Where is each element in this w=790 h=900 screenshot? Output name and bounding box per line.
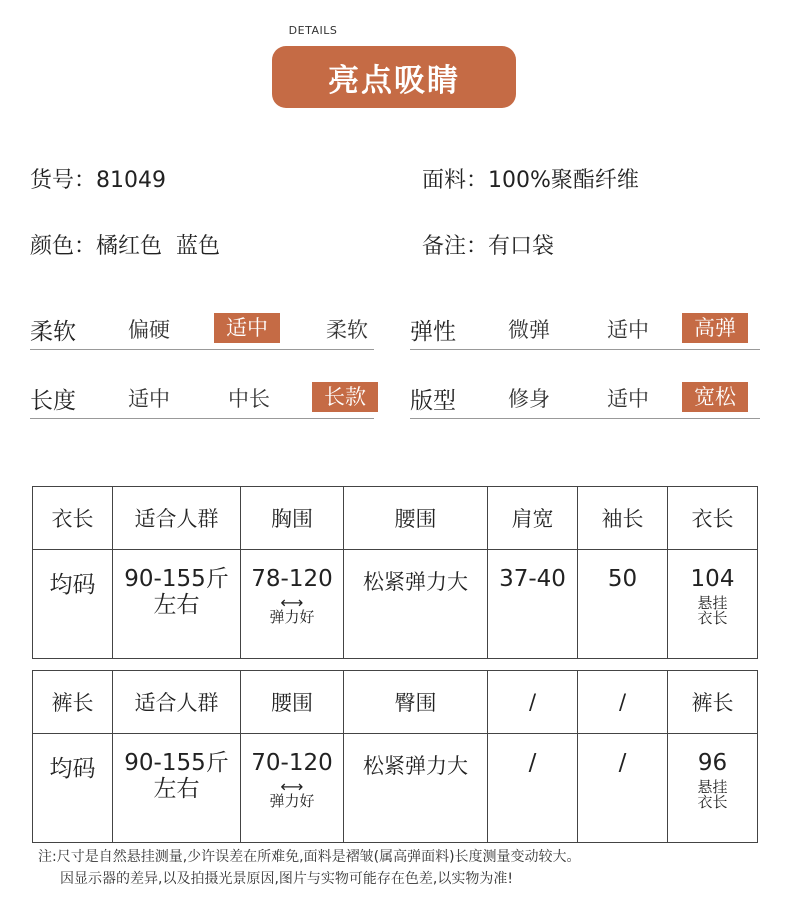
details-label: DETAILS xyxy=(288,24,338,37)
header-cell: / xyxy=(578,671,668,734)
header-cell: 臀围 xyxy=(344,671,488,734)
header-cell: / xyxy=(488,671,578,734)
hip-cell: 松紧弹力大 xyxy=(344,734,488,843)
attr-elasticity-opt-2: 适中 xyxy=(607,318,649,342)
length-value: 104 xyxy=(690,566,735,592)
waist-cell xyxy=(241,734,344,843)
attr-length-opt-1: 适中 xyxy=(128,387,170,411)
attr-elasticity-label: 弹性 xyxy=(410,319,456,345)
attr-elasticity xyxy=(410,313,760,350)
color-value: 橘红色 蓝色 xyxy=(96,234,221,259)
header-cell: 胸围 xyxy=(241,487,344,550)
length-note-2: 衣长 xyxy=(697,609,728,627)
length-note-2: 衣长 xyxy=(697,793,728,811)
bust-cell xyxy=(241,550,344,659)
length-cell xyxy=(668,550,758,659)
length-cell xyxy=(668,734,758,843)
note-line-2: 因显示器的差异,以及拍摄光景原因,图片与实物可能存在色差,以实物为准! xyxy=(60,871,513,887)
header-cell: 袖长 xyxy=(578,487,668,550)
size-cell: 均码 xyxy=(33,734,113,843)
header-cell: 适合人群 xyxy=(113,671,241,734)
note-line-1: 注:尺寸是自然悬挂测量,少许误差在所难免,面料是褶皱(属高弹面料)长度测量变动较大。 xyxy=(38,849,581,865)
blank-cell: / xyxy=(488,734,578,843)
people-cell xyxy=(113,550,241,659)
attr-fit xyxy=(410,382,760,419)
fabric xyxy=(422,163,639,194)
header-cell: 裤长 xyxy=(33,671,113,734)
attr-length xyxy=(30,382,374,419)
length-note-1: 悬挂 xyxy=(697,594,728,612)
double-arrow-icon: ⟷ xyxy=(280,593,304,612)
sleeve-cell: 50 xyxy=(578,550,668,659)
header-cell: 肩宽 xyxy=(488,487,578,550)
header-cell: 衣长 xyxy=(668,487,758,550)
people-line-2: 左右 xyxy=(153,592,200,618)
fabric-value: 100%聚酯纤维 xyxy=(488,168,639,193)
attr-softness xyxy=(30,313,374,350)
people-line-1: 90-155斤 xyxy=(124,566,229,592)
length-note-1: 悬挂 xyxy=(697,778,728,796)
attr-fit-opt-3-selected: 宽松 xyxy=(682,382,748,412)
attr-softness-label: 柔软 xyxy=(30,319,76,345)
remark-value: 有口袋 xyxy=(488,234,555,259)
item-number xyxy=(30,163,166,194)
remark-label: 备注： xyxy=(422,234,489,259)
header-cell: 衣长 xyxy=(33,487,113,550)
double-arrow-icon: ⟷ xyxy=(280,777,304,796)
remark xyxy=(422,229,554,260)
bust-note: 弹力好 xyxy=(269,608,315,626)
attr-fit-opt-1: 修身 xyxy=(508,387,550,411)
color-info xyxy=(30,229,220,260)
attr-softness-opt-1: 偏硬 xyxy=(128,318,170,342)
header-cell: 腰围 xyxy=(344,487,488,550)
header-cell: 裤长 xyxy=(668,671,758,734)
table-header-row xyxy=(33,671,758,734)
size-table-bottom xyxy=(32,670,758,843)
attr-fit-opt-2: 适中 xyxy=(607,387,649,411)
title-banner: 亮点吸睛 xyxy=(272,46,516,108)
attr-length-opt-3-selected: 长款 xyxy=(312,382,378,412)
people-line-1: 90-155斤 xyxy=(124,750,229,776)
shoulder-cell: 37-40 xyxy=(488,550,578,659)
size-table-top xyxy=(32,486,758,659)
people-line-2: 左右 xyxy=(153,776,200,802)
length-value: 96 xyxy=(697,750,728,776)
size-cell: 均码 xyxy=(33,550,113,659)
blank-cell: / xyxy=(578,734,668,843)
attr-fit-label: 版型 xyxy=(410,388,456,414)
waist-cell: 松紧弹力大 xyxy=(344,550,488,659)
item-number-value: 81049 xyxy=(96,168,167,193)
table-header-row xyxy=(33,487,758,550)
bust-value: 78-120 xyxy=(251,566,333,592)
people-cell xyxy=(113,734,241,843)
attr-elasticity-opt-3-selected: 高弹 xyxy=(682,313,748,343)
attr-softness-opt-2-selected: 适中 xyxy=(214,313,280,343)
attr-length-opt-2: 中长 xyxy=(228,387,270,411)
color-label: 颜色： xyxy=(30,234,97,259)
attr-length-label: 长度 xyxy=(30,388,76,414)
item-number-label: 货号： xyxy=(30,168,97,193)
waist-note: 弹力好 xyxy=(269,792,315,810)
table-row xyxy=(33,550,758,659)
header-cell: 适合人群 xyxy=(113,487,241,550)
attr-softness-opt-3: 柔软 xyxy=(326,318,368,342)
header-cell: 腰围 xyxy=(241,671,344,734)
fabric-label: 面料： xyxy=(422,168,489,193)
waist-value: 70-120 xyxy=(251,750,333,776)
attr-elasticity-opt-1: 微弹 xyxy=(508,318,550,342)
table-row xyxy=(33,734,758,843)
